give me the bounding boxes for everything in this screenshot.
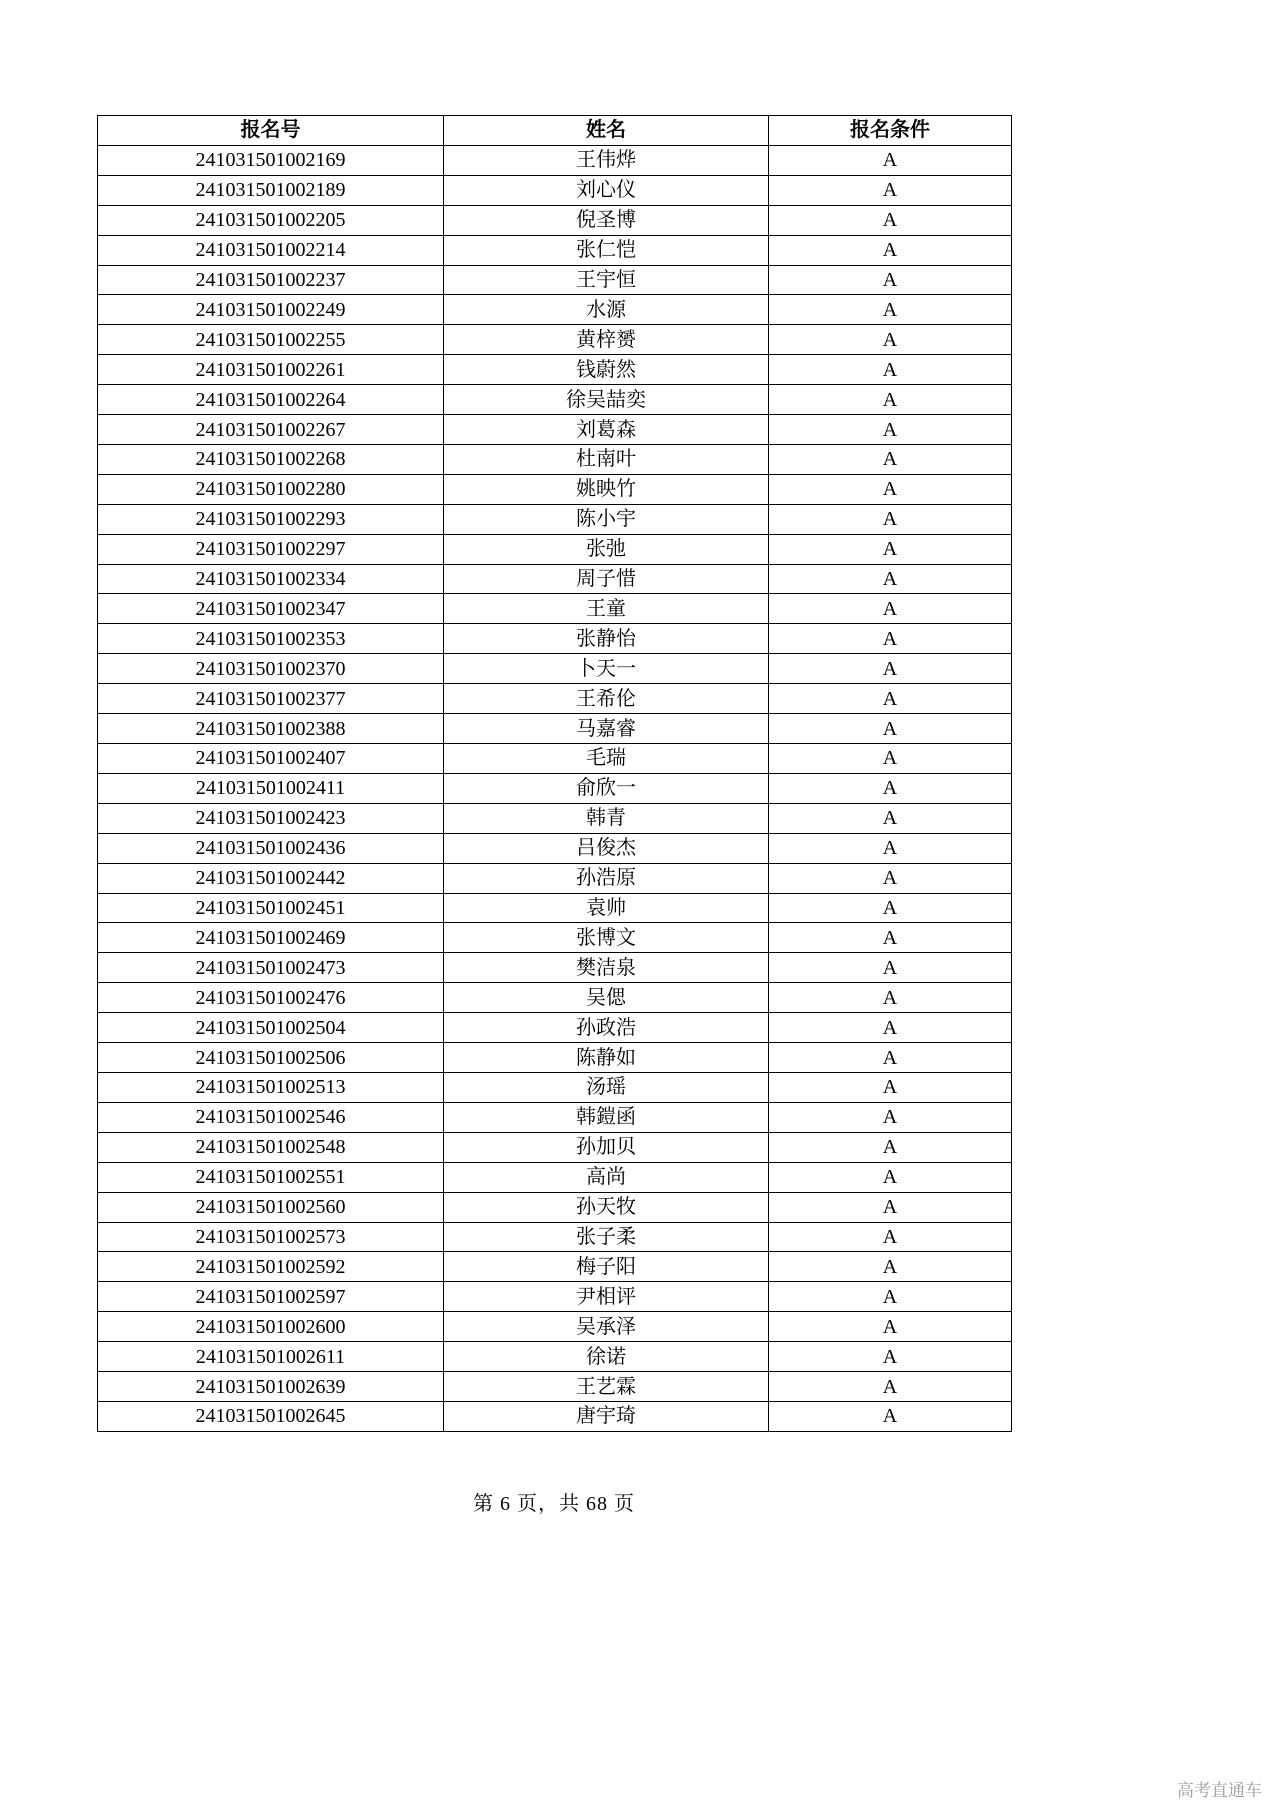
table-row: [98, 773, 1012, 803]
cell-condition: A: [769, 654, 1012, 684]
cell-condition: A: [769, 1192, 1012, 1222]
cell-registration-number: 241031501002551: [98, 1162, 444, 1192]
cell-registration-number: 241031501002237: [98, 265, 444, 295]
cell-condition: A: [769, 1372, 1012, 1402]
table-row: [98, 654, 1012, 684]
cell-registration-number: 241031501002592: [98, 1252, 444, 1282]
table-row: [98, 923, 1012, 953]
table-row: [98, 1072, 1012, 1102]
table-row: [98, 444, 1012, 474]
table-row: [98, 145, 1012, 175]
cell-name: 姚映竹: [444, 474, 769, 504]
cell-registration-number: 241031501002469: [98, 923, 444, 953]
cell-name: 张子柔: [444, 1222, 769, 1252]
cell-registration-number: 241031501002214: [98, 235, 444, 265]
cell-name: 吴承泽: [444, 1312, 769, 1342]
cell-name: 樊洁泉: [444, 953, 769, 983]
cell-name: 王宇恒: [444, 265, 769, 295]
cell-condition: A: [769, 444, 1012, 474]
cell-registration-number: 241031501002255: [98, 325, 444, 355]
cell-condition: A: [769, 474, 1012, 504]
cell-condition: A: [769, 534, 1012, 564]
cell-registration-number: 241031501002280: [98, 474, 444, 504]
cell-registration-number: 241031501002573: [98, 1222, 444, 1252]
cell-registration-number: 241031501002597: [98, 1282, 444, 1312]
page-number: 第 6 页，共 68 页: [473, 1493, 635, 1515]
cell-condition: A: [769, 594, 1012, 624]
cell-registration-number: 241031501002645: [98, 1401, 444, 1431]
cell-name: 水源: [444, 295, 769, 325]
table-row: [98, 175, 1012, 205]
registration-table: [97, 115, 1012, 1432]
header-registration-number: 报名号: [98, 116, 444, 146]
cell-condition: A: [769, 1132, 1012, 1162]
table-row: [98, 594, 1012, 624]
cell-registration-number: 241031501002353: [98, 624, 444, 654]
table-row: [98, 1013, 1012, 1043]
cell-name: 卜天一: [444, 654, 769, 684]
cell-name: 陈静如: [444, 1043, 769, 1073]
cell-name: 徐诺: [444, 1342, 769, 1372]
cell-condition: A: [769, 175, 1012, 205]
cell-name: 尹相评: [444, 1282, 769, 1312]
table-row: [98, 624, 1012, 654]
table-row: [98, 385, 1012, 415]
cell-condition: A: [769, 953, 1012, 983]
table-row: [98, 1222, 1012, 1252]
cell-condition: A: [769, 833, 1012, 863]
table-row: [98, 1342, 1012, 1372]
cell-name: 王艺霖: [444, 1372, 769, 1402]
cell-registration-number: 241031501002504: [98, 1013, 444, 1043]
cell-name: 张博文: [444, 923, 769, 953]
cell-registration-number: 241031501002267: [98, 415, 444, 445]
cell-condition: A: [769, 684, 1012, 714]
cell-name: 梅子阳: [444, 1252, 769, 1282]
cell-registration-number: 241031501002451: [98, 893, 444, 923]
cell-condition: A: [769, 773, 1012, 803]
cell-condition: A: [769, 1312, 1012, 1342]
table-row: [98, 1252, 1012, 1282]
cell-registration-number: 241031501002436: [98, 833, 444, 863]
table-row: [98, 295, 1012, 325]
cell-name: 王希伦: [444, 684, 769, 714]
table-row: [98, 1043, 1012, 1073]
cell-registration-number: 241031501002548: [98, 1132, 444, 1162]
cell-registration-number: 241031501002560: [98, 1192, 444, 1222]
cell-name: 孙浩原: [444, 863, 769, 893]
watermark-text: 高考直通车: [1177, 1781, 1262, 1800]
cell-registration-number: 241031501002411: [98, 773, 444, 803]
table-row: [98, 1162, 1012, 1192]
cell-condition: A: [769, 295, 1012, 325]
cell-name: 高尚: [444, 1162, 769, 1192]
cell-condition: A: [769, 1401, 1012, 1431]
cell-condition: A: [769, 1043, 1012, 1073]
cell-registration-number: 241031501002476: [98, 983, 444, 1013]
cell-name: 吕俊杰: [444, 833, 769, 863]
table-row: [98, 744, 1012, 774]
cell-condition: A: [769, 1342, 1012, 1372]
cell-name: 杜南叶: [444, 444, 769, 474]
cell-name: 俞欣一: [444, 773, 769, 803]
table-row: [98, 983, 1012, 1013]
table-row: [98, 415, 1012, 445]
cell-condition: A: [769, 714, 1012, 744]
table-row: [98, 504, 1012, 534]
cell-name: 汤瑶: [444, 1072, 769, 1102]
table-row: [98, 1312, 1012, 1342]
cell-name: 黄梓赟: [444, 325, 769, 355]
table-row: [98, 893, 1012, 923]
cell-registration-number: 241031501002268: [98, 444, 444, 474]
cell-condition: A: [769, 923, 1012, 953]
table-row: [98, 803, 1012, 833]
table-row: [98, 1132, 1012, 1162]
cell-condition: A: [769, 624, 1012, 654]
cell-name: 王童: [444, 594, 769, 624]
cell-condition: A: [769, 325, 1012, 355]
table-row: [98, 205, 1012, 235]
cell-registration-number: 241031501002264: [98, 385, 444, 415]
table-row: [98, 325, 1012, 355]
cell-condition: A: [769, 1162, 1012, 1192]
table-row: [98, 235, 1012, 265]
cell-registration-number: 241031501002205: [98, 205, 444, 235]
cell-registration-number: 241031501002293: [98, 504, 444, 534]
header-name: 姓名: [444, 116, 769, 146]
cell-registration-number: 241031501002261: [98, 355, 444, 385]
cell-condition: A: [769, 564, 1012, 594]
cell-condition: A: [769, 145, 1012, 175]
cell-registration-number: 241031501002546: [98, 1102, 444, 1132]
cell-name: 陈小宇: [444, 504, 769, 534]
cell-registration-number: 241031501002297: [98, 534, 444, 564]
cell-name: 刘心仪: [444, 175, 769, 205]
cell-registration-number: 241031501002388: [98, 714, 444, 744]
cell-condition: A: [769, 893, 1012, 923]
cell-name: 孙加贝: [444, 1132, 769, 1162]
table-row: [98, 355, 1012, 385]
cell-condition: A: [769, 1102, 1012, 1132]
cell-registration-number: 241031501002249: [98, 295, 444, 325]
table-body: [98, 145, 1012, 1431]
table-row: [98, 265, 1012, 295]
cell-name: 张静怡: [444, 624, 769, 654]
cell-name: 袁帅: [444, 893, 769, 923]
cell-name: 王伟烨: [444, 145, 769, 175]
table-row: [98, 564, 1012, 594]
cell-condition: A: [769, 235, 1012, 265]
cell-registration-number: 241031501002169: [98, 145, 444, 175]
cell-name: 张弛: [444, 534, 769, 564]
header-condition: 报名条件: [769, 116, 1012, 146]
cell-name: 韩青: [444, 803, 769, 833]
cell-condition: A: [769, 415, 1012, 445]
cell-name: 唐宇琦: [444, 1401, 769, 1431]
cell-registration-number: 241031501002334: [98, 564, 444, 594]
cell-name: 吴偲: [444, 983, 769, 1013]
table-row: [98, 534, 1012, 564]
table-row: [98, 1401, 1012, 1431]
cell-condition: A: [769, 385, 1012, 415]
cell-condition: A: [769, 1252, 1012, 1282]
cell-registration-number: 241031501002347: [98, 594, 444, 624]
cell-condition: A: [769, 983, 1012, 1013]
cell-condition: A: [769, 1222, 1012, 1252]
table-row: [98, 1192, 1012, 1222]
table-row: [98, 953, 1012, 983]
cell-name: 孙天牧: [444, 1192, 769, 1222]
cell-registration-number: 241031501002423: [98, 803, 444, 833]
table-row: [98, 714, 1012, 744]
cell-condition: A: [769, 205, 1012, 235]
table-row: [98, 833, 1012, 863]
cell-condition: A: [769, 1282, 1012, 1312]
table-row: [98, 684, 1012, 714]
cell-registration-number: 241031501002473: [98, 953, 444, 983]
cell-registration-number: 241031501002370: [98, 654, 444, 684]
cell-registration-number: 241031501002639: [98, 1372, 444, 1402]
cell-condition: A: [769, 744, 1012, 774]
table-row: [98, 1102, 1012, 1132]
cell-name: 韩鎧函: [444, 1102, 769, 1132]
cell-registration-number: 241031501002377: [98, 684, 444, 714]
table-row: [98, 863, 1012, 893]
table-header-row: [98, 116, 1012, 146]
cell-registration-number: 241031501002600: [98, 1312, 444, 1342]
cell-registration-number: 241031501002513: [98, 1072, 444, 1102]
cell-registration-number: 241031501002506: [98, 1043, 444, 1073]
cell-name: 张仁恺: [444, 235, 769, 265]
table-row: [98, 1282, 1012, 1312]
cell-name: 刘葛森: [444, 415, 769, 445]
table-row: [98, 1372, 1012, 1402]
cell-name: 毛瑞: [444, 744, 769, 774]
cell-condition: A: [769, 863, 1012, 893]
cell-condition: A: [769, 1072, 1012, 1102]
cell-name: 徐吴喆奕: [444, 385, 769, 415]
cell-registration-number: 241031501002189: [98, 175, 444, 205]
cell-condition: A: [769, 265, 1012, 295]
cell-condition: A: [769, 355, 1012, 385]
table-row: [98, 474, 1012, 504]
cell-name: 钱蔚然: [444, 355, 769, 385]
cell-name: 倪圣博: [444, 205, 769, 235]
cell-condition: A: [769, 803, 1012, 833]
cell-condition: A: [769, 504, 1012, 534]
cell-condition: A: [769, 1013, 1012, 1043]
cell-registration-number: 241031501002407: [98, 744, 444, 774]
cell-name: 周子惜: [444, 564, 769, 594]
cell-registration-number: 241031501002442: [98, 863, 444, 893]
cell-registration-number: 241031501002611: [98, 1342, 444, 1372]
cell-name: 孙政浩: [444, 1013, 769, 1043]
cell-name: 马嘉睿: [444, 714, 769, 744]
